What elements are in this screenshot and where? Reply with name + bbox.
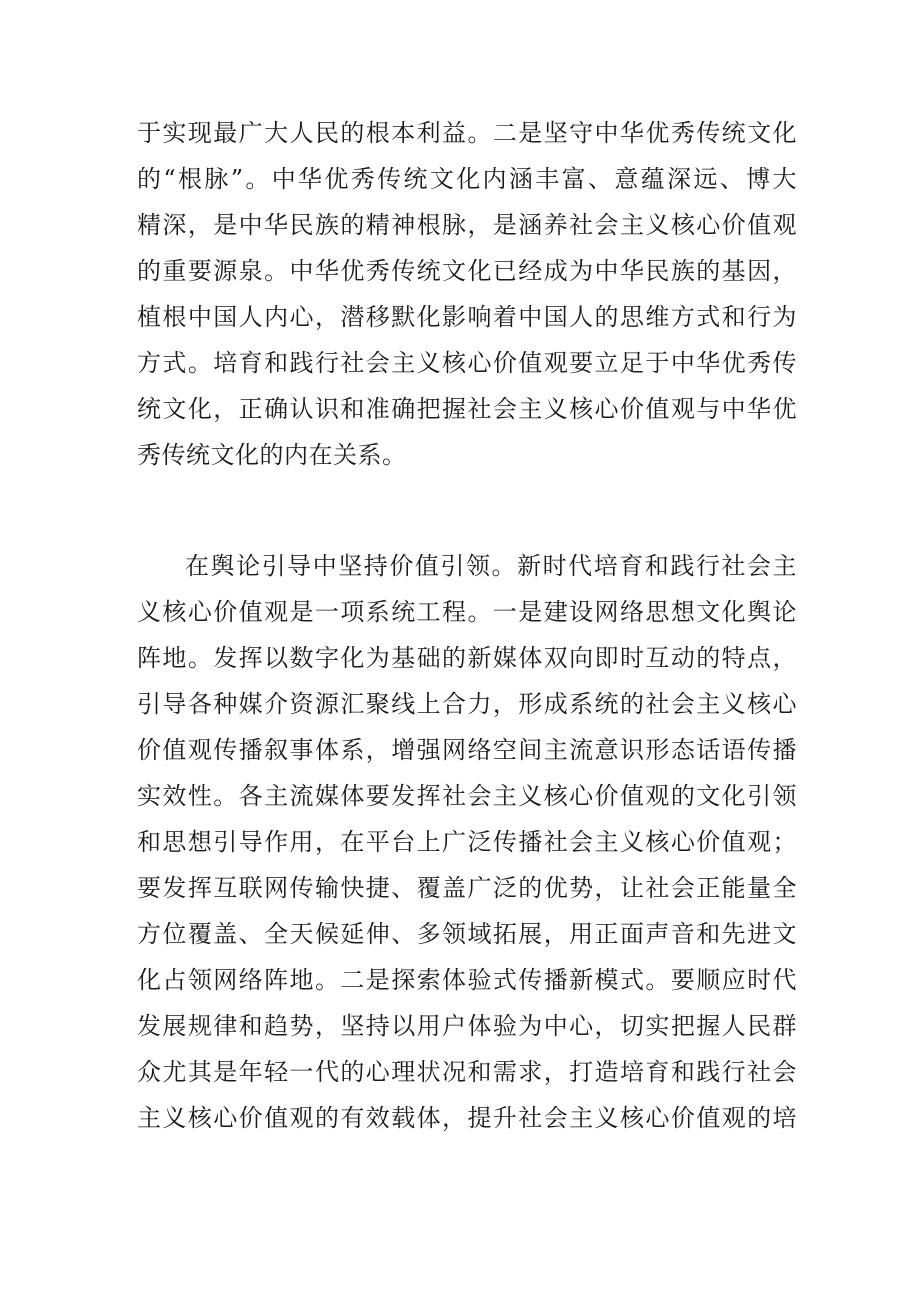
text-line: 发展规律和趋势，坚持以用户体验为中心，切实把握人民群 xyxy=(137,1012,797,1040)
text-line: 引导各种媒介资源汇聚线上合力，形成系统的社会主义核心 xyxy=(137,690,797,718)
text-line: 义核心价值观是一项系统工程。一是建设网络思想文化舆论 xyxy=(137,598,797,626)
text-line: 在舆论引导中坚持价值引领。新时代培育和践行社会主 xyxy=(185,552,797,580)
text-line: 化占领网络阵地。二是探索体验式传播新模式。要顺应时代 xyxy=(137,966,797,994)
text-line: 统文化，正确认识和准确把握社会主义核心价值观与中华优 xyxy=(137,395,797,423)
text-line: 于实现最广大人民的根本利益。二是坚守中华优秀传统文化 xyxy=(137,119,797,147)
text-line: 要发挥互联网传输快捷、覆盖广泛的优势，让社会正能量全 xyxy=(137,874,797,902)
text-line: 秀传统文化的内在关系。 xyxy=(137,441,407,469)
text-line: 实效性。各主流媒体要发挥社会主义核心价值观的文化引领 xyxy=(137,782,797,810)
text-line: 众尤其是年轻一代的心理状况和需求，打造培育和践行社会 xyxy=(137,1058,797,1086)
text-line: 价值观传播叙事体系，增强网络空间主流意识形态话语传播 xyxy=(137,736,797,764)
text-line: 主义核心价值观的有效载体，提升社会主义核心价值观的培 xyxy=(137,1104,797,1132)
text-line: 的重要源泉。中华优秀传统文化已经成为中华民族的基因， xyxy=(137,257,797,285)
paragraph-2 xyxy=(137,543,797,1141)
text-line: 方位覆盖、全天候延伸、多领域拓展，用正面声音和先进文 xyxy=(137,920,797,948)
text-line: 精深，是中华民族的精神根脉，是涵养社会主义核心价值观 xyxy=(137,211,797,239)
text-line: 方式。培育和践行社会主义核心价值观要立足于中华优秀传 xyxy=(137,349,797,377)
text-line: 的“根脉”。中华优秀传统文化内涵丰富、意蕴深远、博大 xyxy=(137,165,797,193)
text-line: 植根中国人内心，潜移默化影响着中国人的思维方式和行为 xyxy=(137,303,797,331)
text-line: 和思想引导作用，在平台上广泛传播社会主义核心价值观； xyxy=(137,828,797,856)
text-line: 阵地。发挥以数字化为基础的新媒体双向即时互动的特点， xyxy=(137,644,797,672)
paragraph-1 xyxy=(137,110,797,478)
